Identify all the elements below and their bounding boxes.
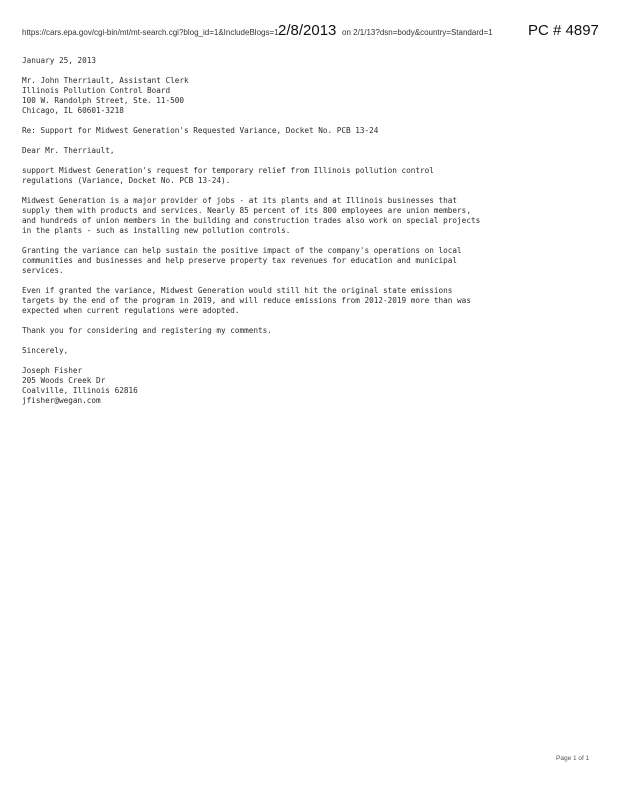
recipient-line: Chicago, IL 60601-3218: [22, 106, 124, 115]
date-stamp: 2/8/2013: [278, 22, 337, 39]
paragraph: [22, 166, 582, 186]
paragraph-line: and hundreds of union members in the building and construction trades also work on special projects: [22, 216, 481, 225]
paragraph-line: targets by the end of the program in 2019, and will reduce emissions from 2012-2019 more than was: [22, 296, 471, 305]
letter-date: January 25, 2013: [22, 56, 97, 65]
signature-block: [22, 366, 582, 406]
signature-city: Coalville, Illinois 62816: [22, 386, 138, 395]
closing: Sincerely,: [22, 346, 69, 355]
paragraph: [22, 326, 582, 336]
pc-number-stamp: PC # 4897: [528, 22, 599, 39]
header-stamp-bar: [0, 0, 618, 40]
signature-email: jfisher@wegan.com: [22, 396, 101, 405]
paragraph-line: regulations (Variance, Docket No. PCB 13-24).: [22, 176, 231, 185]
page-number: Page 1 of 1: [556, 755, 590, 762]
paragraph-line: support Midwest Generation's request for temporary relief from Illinois pollution control: [22, 166, 434, 175]
recipient-line: 100 W. Randolph Street, Ste. 11-500: [22, 96, 184, 105]
paragraph-line: services.: [22, 266, 64, 275]
paragraph-line: communities and businesses and help preserve property tax revenues for education and municipal: [22, 256, 458, 265]
recipient-block: [22, 76, 582, 116]
paragraph-line: Granting the variance can help sustain the positive impact of the company's operations on local: [22, 246, 462, 255]
paragraph-line: in the plants - such as installing new pollution controls.: [22, 226, 291, 235]
signature-name: Joseph Fisher: [22, 366, 83, 375]
letter-body: [22, 56, 582, 416]
paragraph-line: Thank you for considering and registering my comments.: [22, 326, 272, 335]
recipient-line: Mr. John Therriault, Assistant Clerk: [22, 76, 189, 85]
paragraph: [22, 196, 582, 236]
source-url-left: https://cars.epa.gov/cgi-bin/mt/mt-search.cgi?blog_id=1&IncludeBlogs=1: [22, 28, 279, 37]
source-url-right: on 2/1/13?dsn=body&country=Standard=1: [342, 28, 493, 37]
paragraph: [22, 246, 582, 276]
subject-line: Re: Support for Midwest Generation's Requested Variance, Docket No. PCB 13-24: [22, 126, 379, 135]
paragraph-line: supply them with products and services. Nearly 85 percent of its 800 employees are union members,: [22, 206, 471, 215]
paragraph-line: Even if granted the variance, Midwest Generation would still hit the original state emissions: [22, 286, 453, 295]
paragraph: [22, 286, 582, 316]
salutation: Dear Mr. Therriault,: [22, 146, 115, 155]
recipient-line: Illinois Pollution Control Board: [22, 86, 171, 95]
paragraph-line: expected when current regulations were adopted.: [22, 306, 240, 315]
paragraph-line: Midwest Generation is a major provider of jobs - at its plants and at Illinois businesses that: [22, 196, 458, 205]
signature-address: 205 Woods Creek Dr: [22, 376, 106, 385]
